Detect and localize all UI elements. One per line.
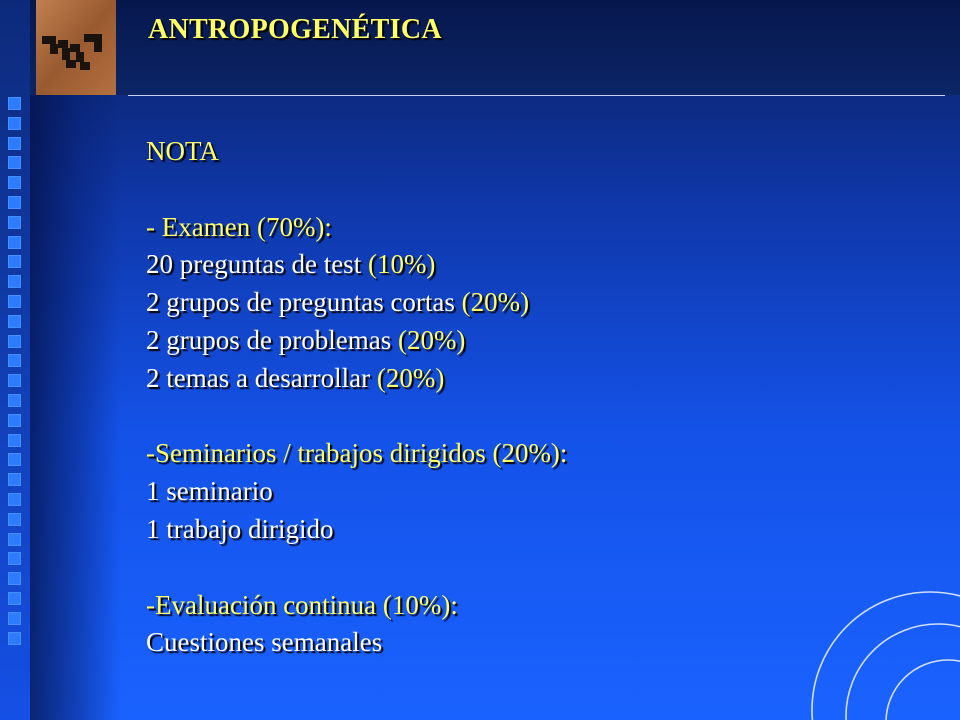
list-item: Cuestiones semanales [146,627,383,658]
slide-title: ANTROPOGENÉTICA [148,14,442,45]
list-item: 1 trabajo dirigido [146,513,334,544]
list-item: 1 seminario [146,476,273,507]
left-strip [30,95,120,720]
decorative-squares [8,97,24,651]
title-divider [128,95,945,96]
list-item: 2 grupos de problemas (20%) [146,324,466,355]
list-item: 2 grupos de preguntas cortas (20%) [146,287,530,318]
university-logo-icon [36,0,116,95]
section-header-examen: - Examen (70%): [146,211,332,242]
body-heading: NOTA [146,136,219,166]
list-item: 20 preguntas de test (10%) [146,249,436,280]
slide-body [146,133,567,662]
section-header-seminarios: -Seminarios / trabajos dirigidos (20%): [146,438,568,469]
concentric-circles-icon [780,560,960,720]
list-item: 2 temas a desarrollar (20%) [146,362,445,393]
section-header-evaluacion: -Evaluación continua (10%): [146,589,458,620]
